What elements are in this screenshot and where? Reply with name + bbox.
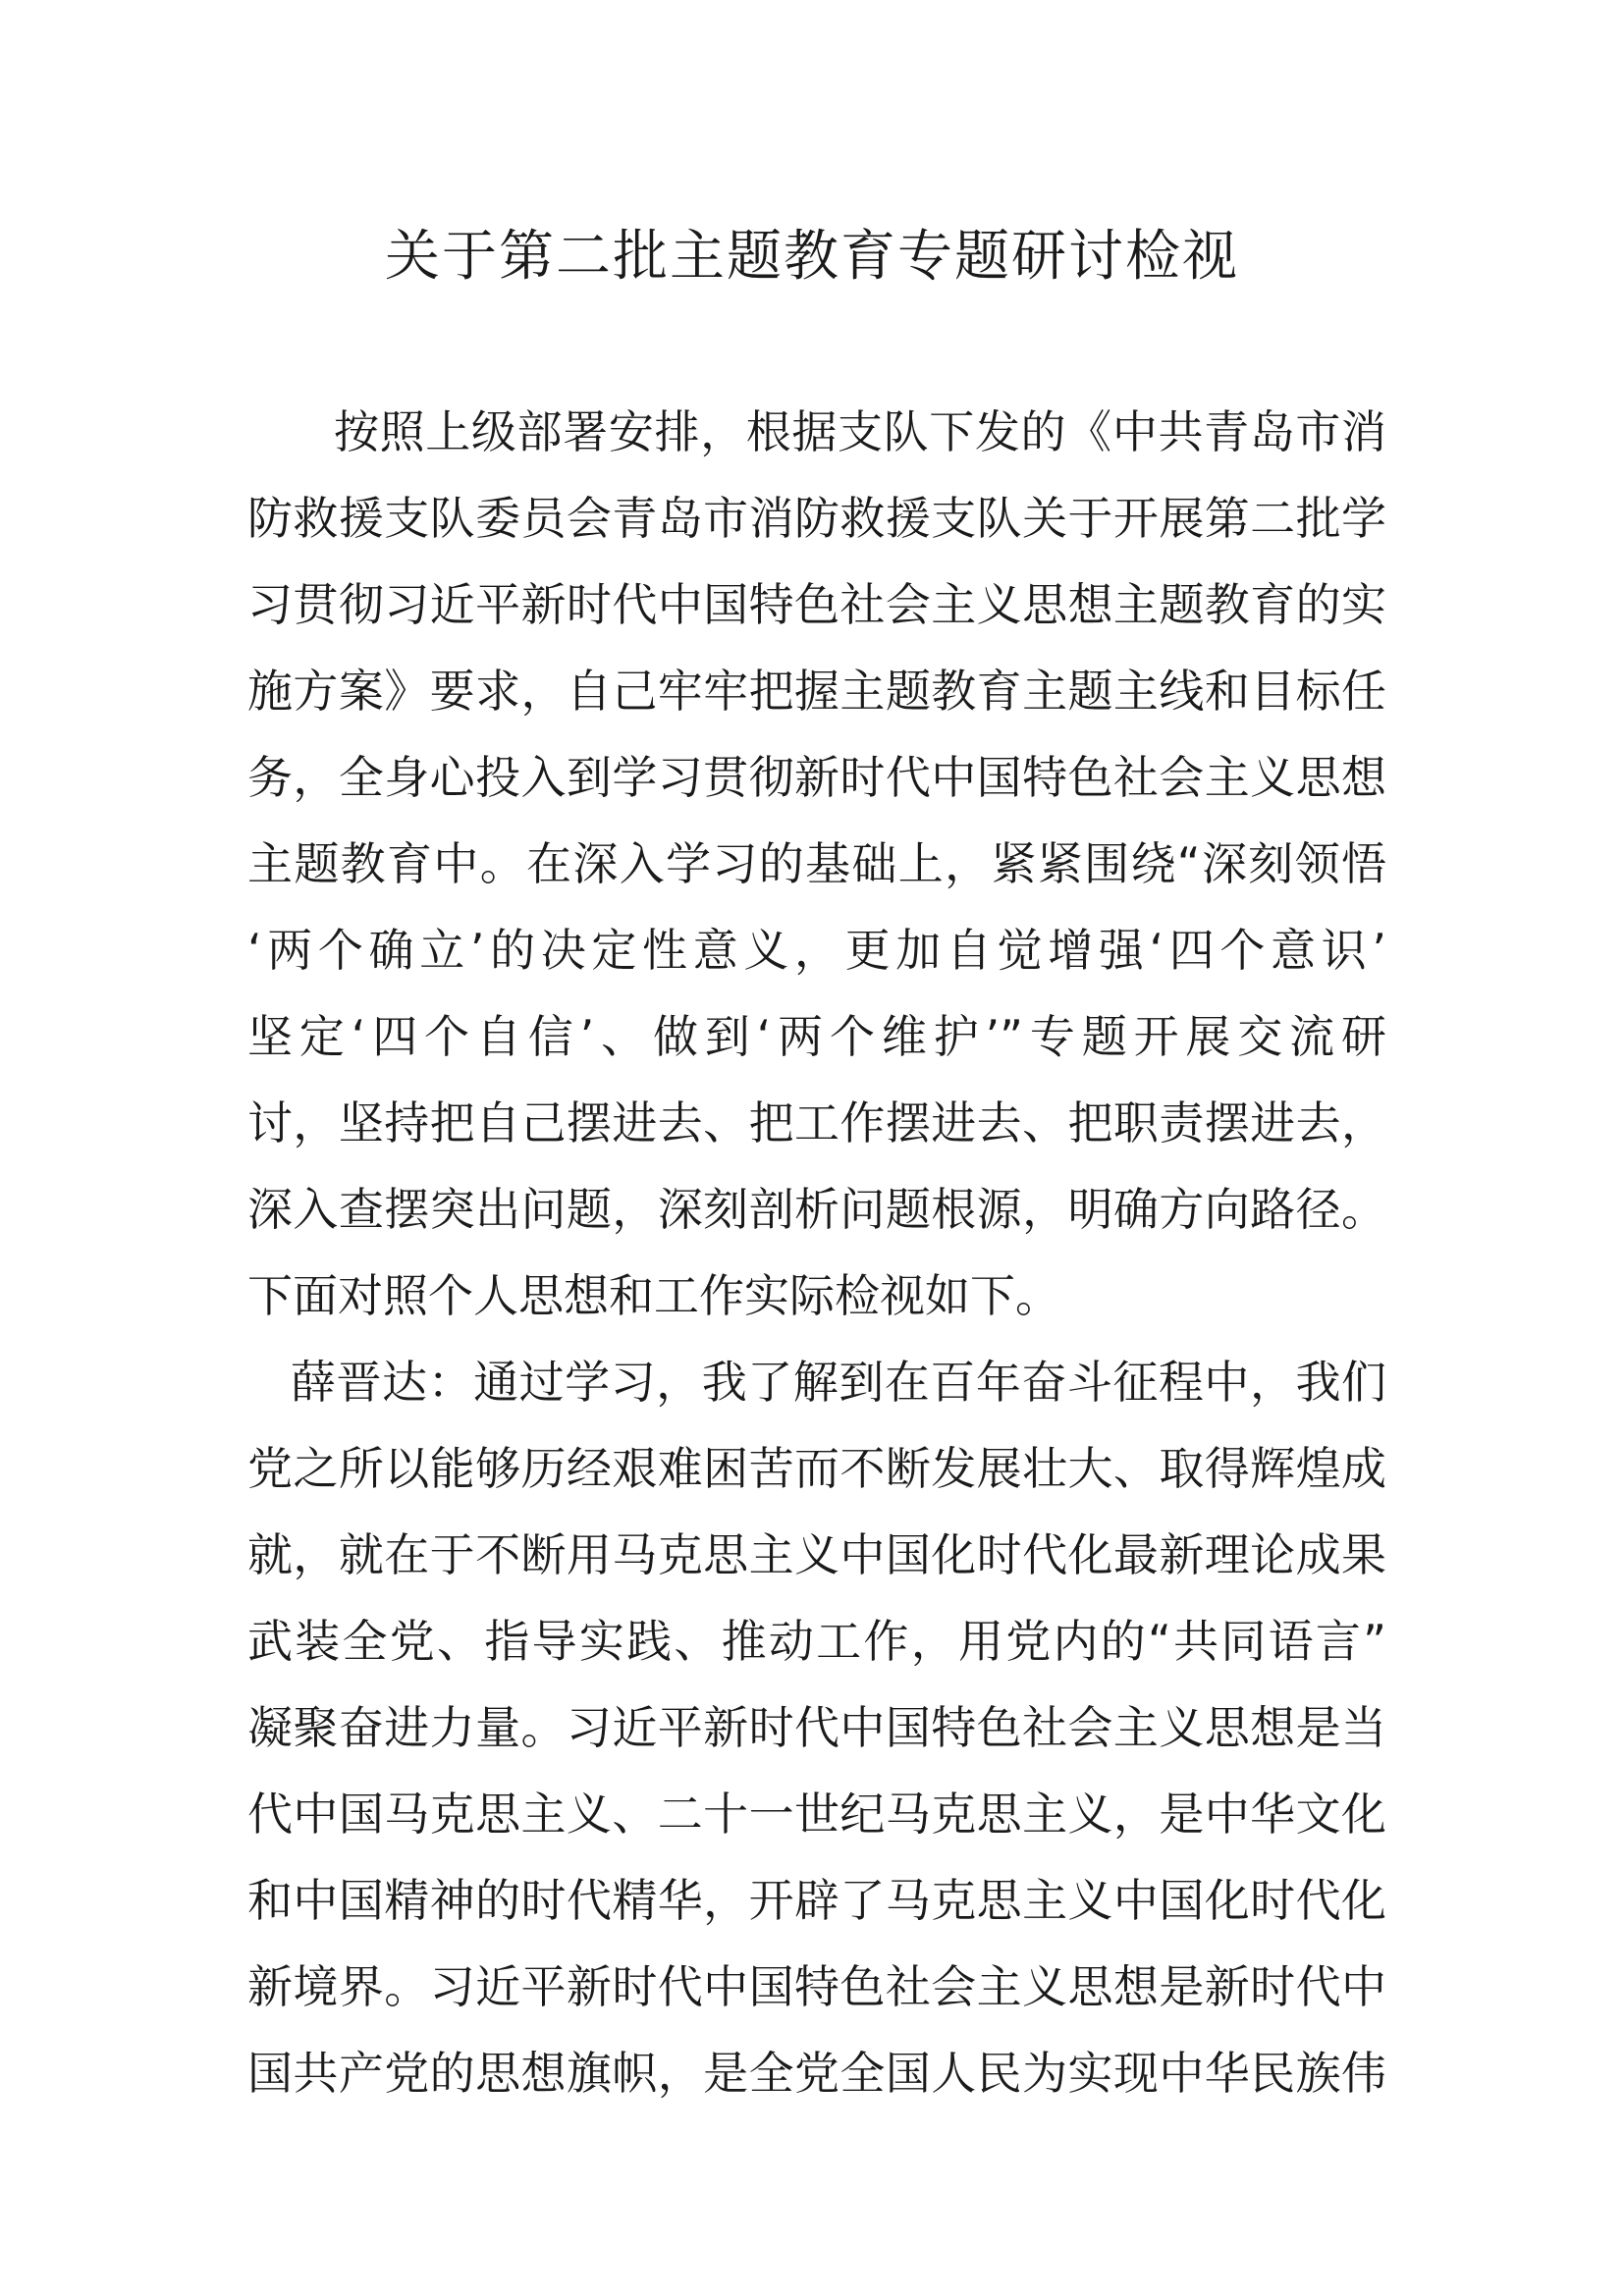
paragraph-2-line-2: 党之所以能够历经艰难困苦而不断发展壮大、取得辉煌成 bbox=[247, 1442, 1386, 1495]
paragraph-2-line-6: 代中国马克思主义、二十一世纪马克思主义，是中华文化 bbox=[247, 1788, 1386, 1841]
paragraph-1-line-4: 施方案》要求，自己牢牢把握主题教育主题主线和目标任 bbox=[247, 665, 1386, 718]
paragraph-1-line-10: 深入查摆突出问题，深刻剖析问题根源，明确方向路径。 bbox=[247, 1183, 1386, 1236]
paragraph-1-line-8: 坚定‘四个自信’、做到‘两个维护’”专题开展交流研 bbox=[247, 1010, 1386, 1063]
paragraph-1-line-1: 按照上级部署安排，根据支队下发的《中共青岛市消 bbox=[334, 405, 1386, 458]
paragraph-1-line-7: ‘两个确立’的决定性意义，更加自觉增强‘四个意识’ bbox=[247, 924, 1386, 977]
paragraph-2-line-9: 国共产党的思想旗帜，是全党全国人民为实现中华民族伟 bbox=[247, 2047, 1386, 2100]
paragraph-1-line-3: 习贯彻习近平新时代中国特色社会主义思想主题教育的实 bbox=[247, 578, 1386, 631]
paragraph-1-line-6: 主题教育中。在深入学习的基础上，紧紧围绕“深刻领悟 bbox=[247, 837, 1386, 890]
paragraph-2-line-8: 新境界。习近平新时代中国特色社会主义思想是新时代中 bbox=[247, 1960, 1386, 2013]
document-title: 关于第二批主题教育专题研讨检视 bbox=[385, 225, 1239, 289]
paragraph-2-line-1: 薛晋达：通过学习，我了解到在百年奋斗征程中，我们 bbox=[291, 1356, 1386, 1409]
paragraph-2-line-4: 武装全党、指导实践、推动工作，用党内的“共同语言” bbox=[247, 1615, 1386, 1668]
paragraph-2-line-3: 就，就在于不断用马克思主义中国化时代化最新理论成果 bbox=[247, 1528, 1386, 1581]
paragraph-2-line-5: 凝聚奋进力量。习近平新时代中国特色社会主义思想是当 bbox=[247, 1701, 1386, 1754]
paragraph-1-line-2: 防救援支队委员会青岛市消防救援支队关于开展第二批学 bbox=[247, 492, 1386, 545]
paragraph-1-line-5: 务，全身心投入到学习贯彻新时代中国特色社会主义思想 bbox=[247, 751, 1386, 804]
paragraph-2-line-7: 和中国精神的时代精华，开辟了马克思主义中国化时代化 bbox=[247, 1874, 1386, 1927]
paragraph-1-line-11: 下面对照个人思想和工作实际检视如下。 bbox=[247, 1269, 1060, 1322]
paragraph-1-line-9: 讨，坚持把自己摆进去、把工作摆进去、把职责摆进去， bbox=[247, 1096, 1386, 1149]
